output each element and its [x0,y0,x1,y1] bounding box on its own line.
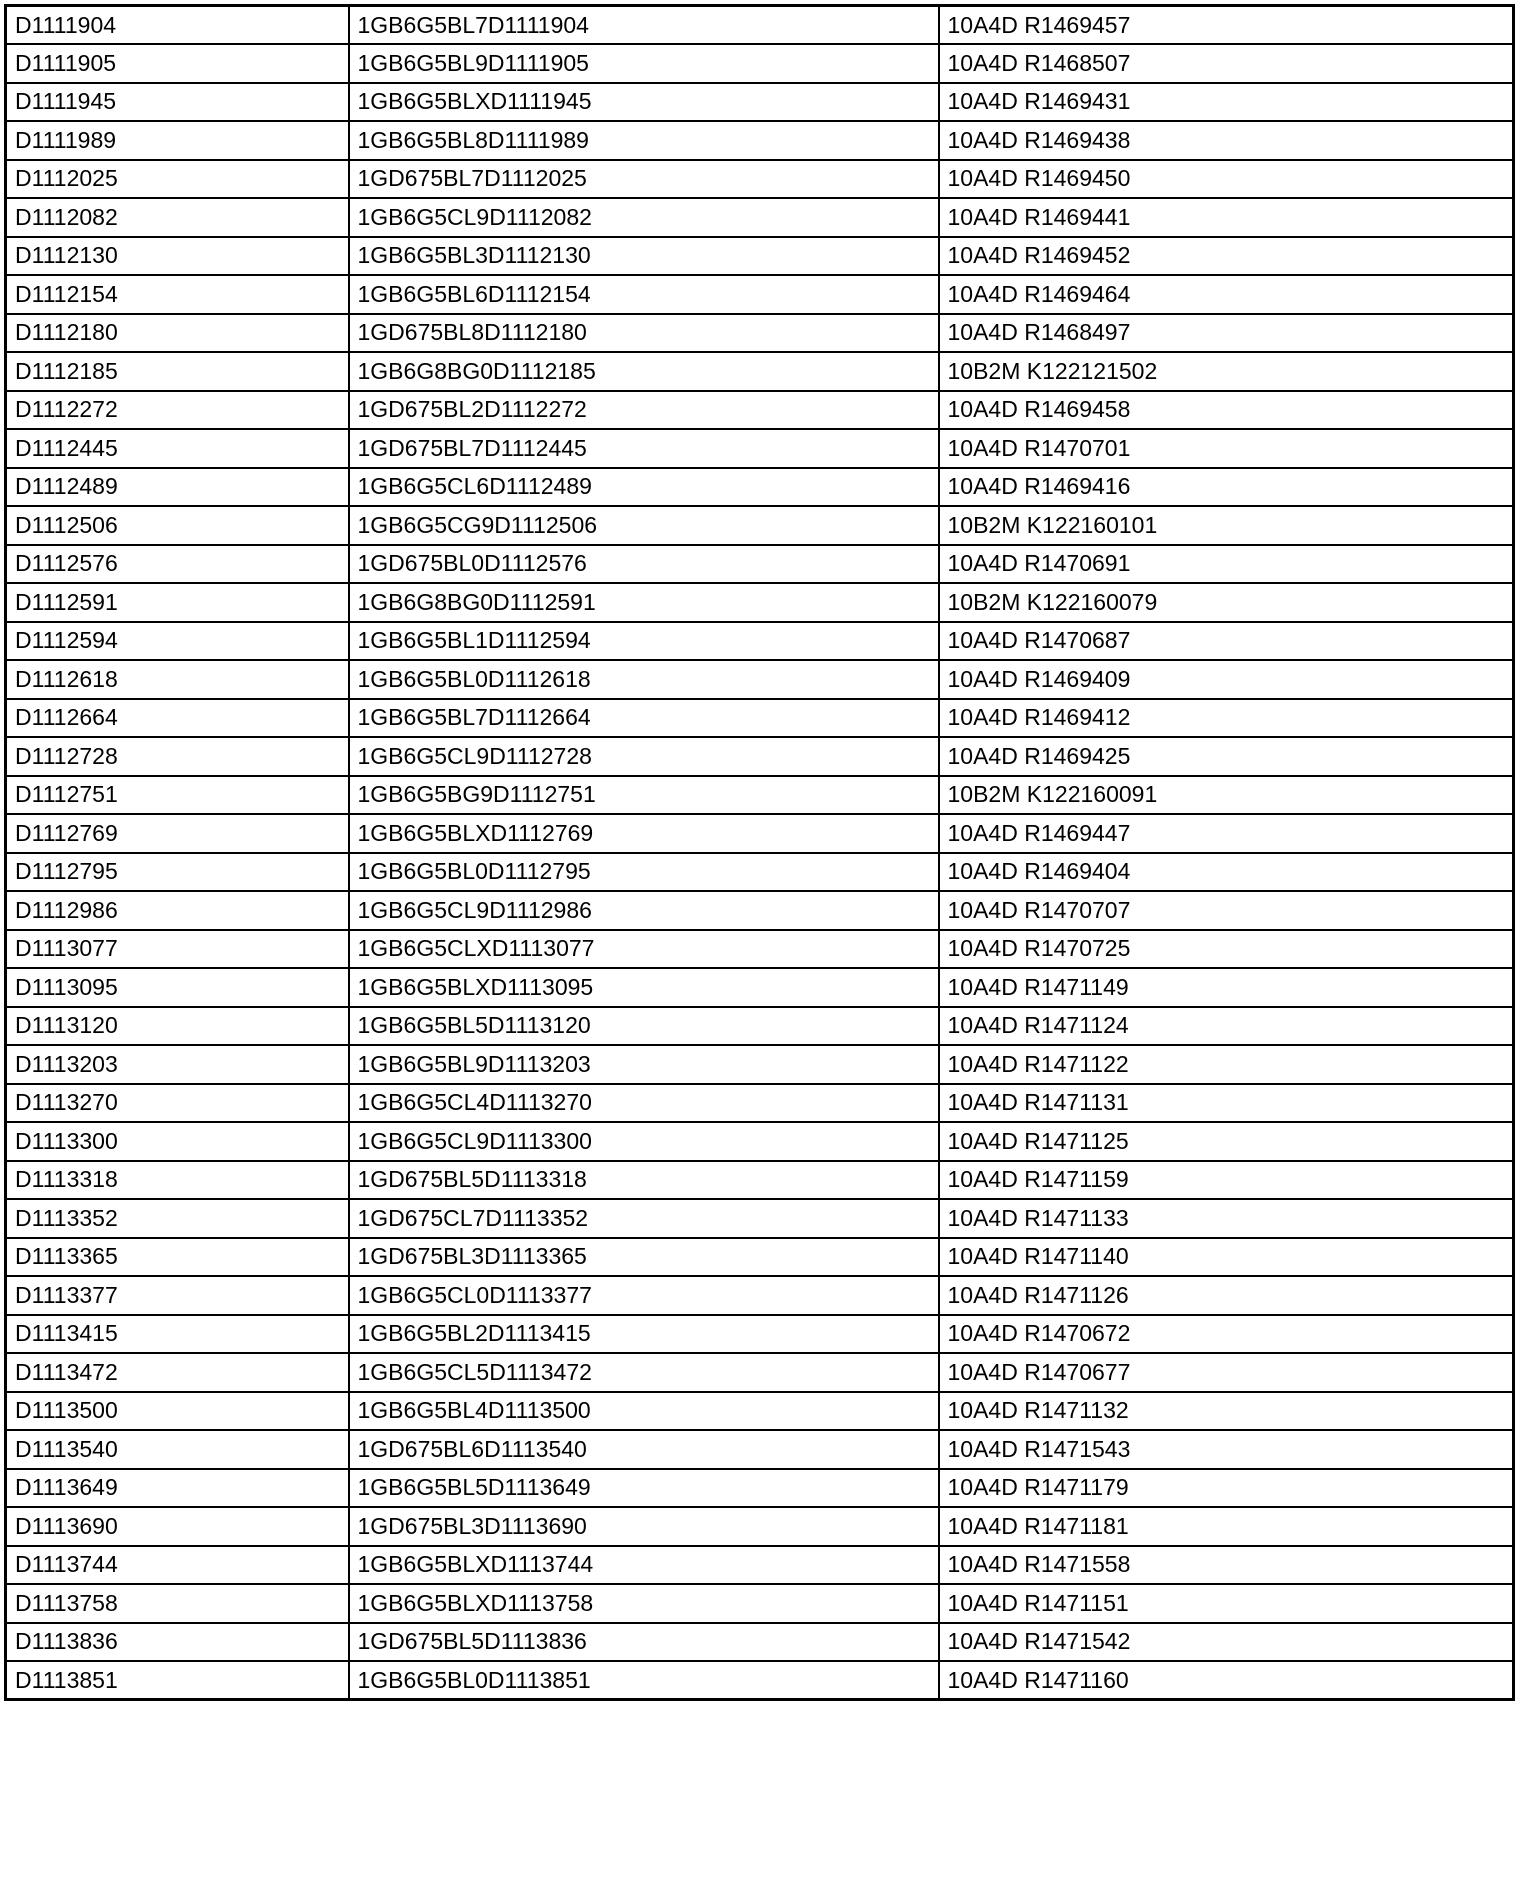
stock-number-cell: D1113300 [6,1122,349,1161]
vin-cell: 1GB6G5BL3D1112130 [349,237,939,276]
code-cell: 10A4D R1469412 [939,699,1514,738]
code-cell: 10A4D R1471542 [939,1623,1514,1662]
vin-cell: 1GB6G5BLXD1113758 [349,1584,939,1623]
document-page [4,4,1512,1874]
table-row [6,160,1514,199]
vin-cell: 1GB6G5BL7D1112664 [349,699,939,738]
stock-number-cell: D1111945 [6,83,349,122]
code-cell: 10A4D R1471159 [939,1161,1514,1200]
vin-cell: 1GD675BL5D1113836 [349,1623,939,1662]
stock-number-cell: D1112180 [6,314,349,353]
table-row [6,1584,1514,1623]
stock-number-cell: D1113377 [6,1276,349,1315]
code-cell: 10A4D R1471179 [939,1469,1514,1508]
stock-number-cell: D1112154 [6,275,349,314]
stock-number-cell: D1112728 [6,737,349,776]
table-row [6,275,1514,314]
stock-number-cell: D1113758 [6,1584,349,1623]
stock-number-cell: D1112576 [6,545,349,584]
code-cell: 10A4D R1469404 [939,853,1514,892]
code-cell: 10B2M K122121502 [939,352,1514,391]
stock-number-cell: D1112489 [6,468,349,507]
code-cell: 10A4D R1470672 [939,1315,1514,1354]
vin-cell: 1GB6G5CLXD1113077 [349,930,939,969]
code-cell: 10A4D R1471126 [939,1276,1514,1315]
table-row [6,6,1514,45]
code-cell: 10A4D R1471131 [939,1084,1514,1123]
vin-cell: 1GB6G5BL9D1111905 [349,44,939,83]
table-row [6,1507,1514,1546]
code-cell: 10A4D R1469416 [939,468,1514,507]
vin-cell: 1GB6G5CL5D1113472 [349,1353,939,1392]
table-row [6,737,1514,776]
vin-cell: 1GD675BL6D1113540 [349,1430,939,1469]
vin-cell: 1GB6G5CG9D1112506 [349,506,939,545]
table-row [6,814,1514,853]
stock-number-cell: D1112445 [6,429,349,468]
vin-cell: 1GB6G5BL5D1113649 [349,1469,939,1508]
vin-cell: 1GB6G5BLXD1113744 [349,1546,939,1585]
vin-cell: 1GB6G5BL1D1112594 [349,622,939,661]
stock-number-cell: D1113540 [6,1430,349,1469]
code-cell: 10A4D R1471125 [939,1122,1514,1161]
code-cell: 10A4D R1470677 [939,1353,1514,1392]
stock-number-cell: D1113095 [6,968,349,1007]
table-row [6,352,1514,391]
table-row [6,1007,1514,1046]
code-cell: 10A4D R1468497 [939,314,1514,353]
vin-cell: 1GD675BL7D1112445 [349,429,939,468]
table-row [6,930,1514,969]
vin-cell: 1GB6G5BL4D1113500 [349,1392,939,1431]
vin-cell: 1GB6G5CL0D1113377 [349,1276,939,1315]
vin-cell: 1GB6G5BL0D1112795 [349,853,939,892]
vin-cell: 1GB6G5CL6D1112489 [349,468,939,507]
stock-number-cell: D1112664 [6,699,349,738]
stock-number-cell: D1113365 [6,1238,349,1277]
stock-number-cell: D1113120 [6,1007,349,1046]
code-cell: 10A4D R1469450 [939,160,1514,199]
stock-number-cell: D1113851 [6,1661,349,1700]
stock-number-cell: D1112594 [6,622,349,661]
code-cell: 10A4D R1469409 [939,660,1514,699]
stock-number-cell: D1112618 [6,660,349,699]
stock-number-cell: D1112185 [6,352,349,391]
table-row [6,699,1514,738]
vin-cell: 1GD675CL7D1113352 [349,1199,939,1238]
table-row [6,1084,1514,1123]
vin-cell: 1GB6G5BL2D1113415 [349,1315,939,1354]
stock-number-cell: D1112082 [6,198,349,237]
code-cell: 10A4D R1470725 [939,930,1514,969]
code-cell: 10A4D R1471543 [939,1430,1514,1469]
vin-cell: 1GD675BL7D1112025 [349,160,939,199]
vin-cell: 1GD675BL0D1112576 [349,545,939,584]
code-cell: 10A4D R1470707 [939,891,1514,930]
code-cell: 10A4D R1468507 [939,44,1514,83]
stock-number-cell: D1113472 [6,1353,349,1392]
table-row [6,891,1514,930]
code-cell: 10A4D R1471160 [939,1661,1514,1700]
stock-number-cell: D1113415 [6,1315,349,1354]
table-row [6,776,1514,815]
code-cell: 10A4D R1470691 [939,545,1514,584]
stock-number-cell: D1111904 [6,6,349,45]
vin-cell: 1GB6G5BG9D1112751 [349,776,939,815]
table-row [6,1276,1514,1315]
table-row [6,1469,1514,1508]
stock-number-cell: D1113352 [6,1199,349,1238]
stock-number-cell: D1112025 [6,160,349,199]
vin-cell: 1GB6G5BL8D1111989 [349,121,939,160]
table-row [6,314,1514,353]
code-cell: 10A4D R1471149 [939,968,1514,1007]
stock-number-cell: D1113836 [6,1623,349,1662]
table-row [6,1045,1514,1084]
stock-number-cell: D1112591 [6,583,349,622]
table-row [6,968,1514,1007]
vin-cell: 1GB6G5BL5D1113120 [349,1007,939,1046]
table-row [6,1623,1514,1662]
table-row [6,1238,1514,1277]
stock-number-cell: D1112130 [6,237,349,276]
table-row [6,429,1514,468]
code-cell: 10B2M K122160079 [939,583,1514,622]
vin-cell: 1GD675BL3D1113365 [349,1238,939,1277]
vin-cell: 1GB6G5BL7D1111904 [349,6,939,45]
vin-cell: 1GB6G5BL0D1112618 [349,660,939,699]
vin-cell: 1GB6G5BL6D1112154 [349,275,939,314]
vin-cell: 1GB6G5CL9D1113300 [349,1122,939,1161]
stock-number-cell: D1111905 [6,44,349,83]
table-row [6,1546,1514,1585]
vin-cell: 1GB6G5BLXD1111945 [349,83,939,122]
stock-number-cell: D1113500 [6,1392,349,1431]
table-row [6,1161,1514,1200]
table-row [6,1122,1514,1161]
table-row [6,391,1514,430]
code-cell: 10A4D R1471181 [939,1507,1514,1546]
stock-number-cell: D1113744 [6,1546,349,1585]
vin-cell: 1GB6G8BG0D1112591 [349,583,939,622]
vin-cell: 1GD675BL3D1113690 [349,1507,939,1546]
table-row [6,583,1514,622]
vehicle-table [4,4,1515,1701]
stock-number-cell: D1113318 [6,1161,349,1200]
code-cell: 10A4D R1471124 [939,1007,1514,1046]
code-cell: 10B2M K122160101 [939,506,1514,545]
table-row [6,1199,1514,1238]
stock-number-cell: D1113649 [6,1469,349,1508]
table-row [6,83,1514,122]
stock-number-cell: D1113203 [6,1045,349,1084]
table-row [6,545,1514,584]
code-cell: 10A4D R1469457 [939,6,1514,45]
vin-cell: 1GD675BL5D1113318 [349,1161,939,1200]
stock-number-cell: D1112986 [6,891,349,930]
code-cell: 10A4D R1470701 [939,429,1514,468]
table-row [6,1661,1514,1700]
vin-cell: 1GD675BL8D1112180 [349,314,939,353]
stock-number-cell: D1112769 [6,814,349,853]
code-cell: 10A4D R1471122 [939,1045,1514,1084]
table-row [6,121,1514,160]
code-cell: 10A4D R1471558 [939,1546,1514,1585]
table-body [6,6,1514,1700]
code-cell: 10A4D R1469438 [939,121,1514,160]
table-row [6,1392,1514,1431]
code-cell: 10A4D R1469452 [939,237,1514,276]
table-row [6,1315,1514,1354]
stock-number-cell: D1113270 [6,1084,349,1123]
table-row [6,853,1514,892]
stock-number-cell: D1112795 [6,853,349,892]
code-cell: 10A4D R1469425 [939,737,1514,776]
code-cell: 10A4D R1471151 [939,1584,1514,1623]
stock-number-cell: D1112272 [6,391,349,430]
stock-number-cell: D1112506 [6,506,349,545]
code-cell: 10A4D R1469441 [939,198,1514,237]
table-row [6,468,1514,507]
code-cell: 10A4D R1469431 [939,83,1514,122]
table-row [6,506,1514,545]
vin-cell: 1GB6G5BLXD1113095 [349,968,939,1007]
code-cell: 10A4D R1469447 [939,814,1514,853]
code-cell: 10A4D R1469458 [939,391,1514,430]
vin-cell: 1GD675BL2D1112272 [349,391,939,430]
vin-cell: 1GB6G5CL9D1112082 [349,198,939,237]
code-cell: 10B2M K122160091 [939,776,1514,815]
table-row [6,660,1514,699]
code-cell: 10A4D R1470687 [939,622,1514,661]
code-cell: 10A4D R1469464 [939,275,1514,314]
stock-number-cell: D1112751 [6,776,349,815]
table-row [6,622,1514,661]
code-cell: 10A4D R1471140 [939,1238,1514,1277]
vin-cell: 1GB6G8BG0D1112185 [349,352,939,391]
table-row [6,1353,1514,1392]
table-row [6,198,1514,237]
vin-cell: 1GB6G5CL9D1112986 [349,891,939,930]
code-cell: 10A4D R1471133 [939,1199,1514,1238]
stock-number-cell: D1113077 [6,930,349,969]
table-row [6,44,1514,83]
stock-number-cell: D1113690 [6,1507,349,1546]
vin-cell: 1GB6G5BLXD1112769 [349,814,939,853]
table-row [6,237,1514,276]
code-cell: 10A4D R1471132 [939,1392,1514,1431]
table-row [6,1430,1514,1469]
vin-cell: 1GB6G5CL4D1113270 [349,1084,939,1123]
vin-cell: 1GB6G5CL9D1112728 [349,737,939,776]
vin-cell: 1GB6G5BL0D1113851 [349,1661,939,1700]
vin-cell: 1GB6G5BL9D1113203 [349,1045,939,1084]
stock-number-cell: D1111989 [6,121,349,160]
